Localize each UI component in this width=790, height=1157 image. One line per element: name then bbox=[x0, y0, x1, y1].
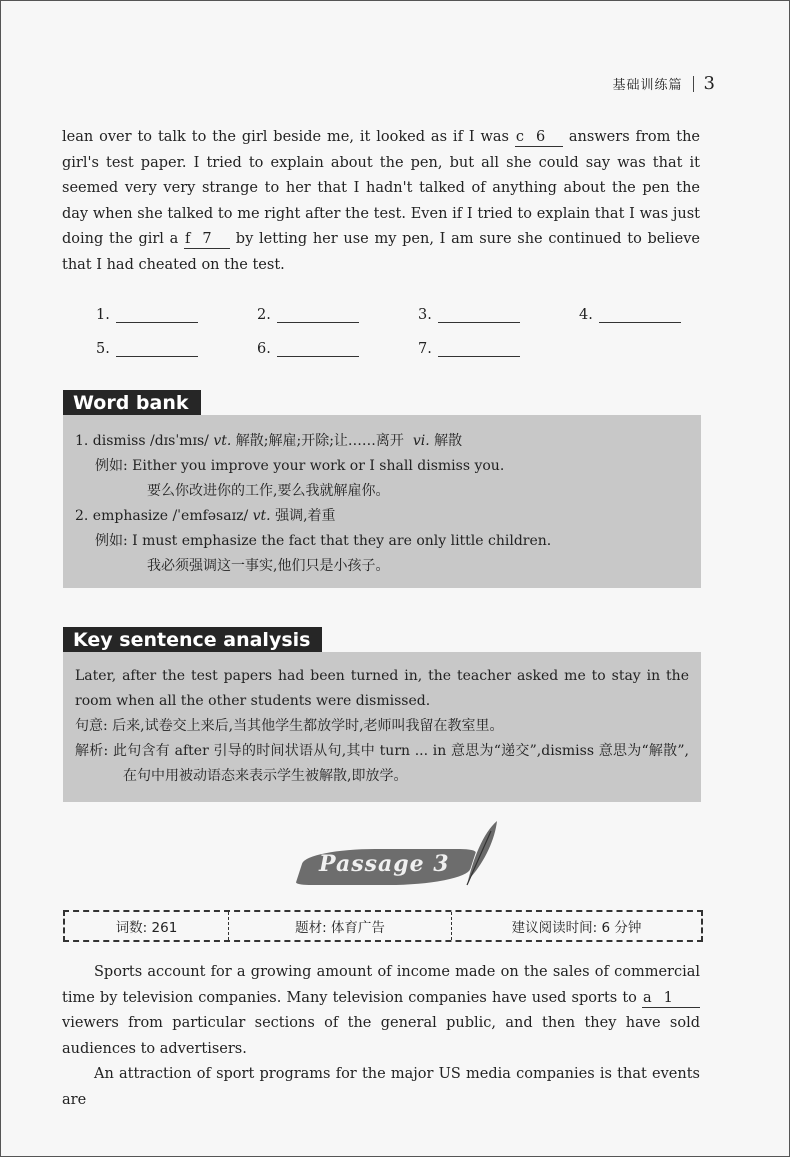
key-sentence-meaning bbox=[75, 714, 689, 739]
answer-label: 4. bbox=[579, 307, 593, 323]
passage-info-bar bbox=[63, 910, 703, 942]
example-label: 例如: bbox=[95, 458, 128, 474]
blank-6-number: 6 bbox=[536, 129, 546, 145]
answer-line[interactable] bbox=[438, 308, 520, 323]
key-sentence-box bbox=[63, 652, 701, 802]
answer-1[interactable] bbox=[96, 303, 257, 323]
word-meaning: 强调,着重 bbox=[275, 508, 336, 524]
meaning-label: 句意: bbox=[75, 718, 108, 734]
passage-banner bbox=[301, 821, 501, 896]
page-number: 3 bbox=[703, 73, 715, 94]
passage3-text-b: viewers from particular sections of the general public, and then they have sold audiences to advertisers. bbox=[62, 1015, 700, 1057]
topic: 题材: 体育广告 bbox=[229, 912, 452, 940]
word-entry-emphasize bbox=[75, 504, 689, 529]
answer-3[interactable] bbox=[418, 303, 579, 323]
passage-title: Passage 3 bbox=[319, 851, 450, 877]
answer-line[interactable] bbox=[277, 342, 359, 357]
passage3-paragraph-1 bbox=[62, 960, 700, 1062]
word-bank-box bbox=[63, 415, 701, 588]
analysis-text: 此句含有 after 引导的时间状语从句,其中 turn ... in 意思为“递交”,dismiss 意思为“解散”,在句中用被动语态来表示学生被解散,即放学。 bbox=[112, 743, 689, 784]
blank-1-letter: a bbox=[643, 989, 652, 1006]
answer-6[interactable] bbox=[257, 337, 418, 357]
blank-1-number: 1 bbox=[663, 989, 673, 1006]
blank-7[interactable] bbox=[184, 230, 230, 249]
answer-line[interactable] bbox=[277, 308, 359, 323]
key-sentence-text: Later, after the test papers had been turned in, the teacher asked me to stay in the room when all the other students were dismissed. bbox=[75, 668, 689, 709]
header-divider bbox=[693, 76, 694, 92]
passage3-text-p2: An attraction of sport programs for the major US media companies is that events are bbox=[62, 1066, 700, 1108]
example-label: 例如: bbox=[95, 533, 128, 549]
example-en: Either you improve your work or I shall dismiss you. bbox=[132, 458, 505, 474]
analysis-label: 解析: bbox=[75, 743, 109, 759]
passage3-paragraph-2 bbox=[62, 1062, 700, 1113]
answer-2[interactable] bbox=[257, 303, 418, 323]
passage2-text-b: answers from the girl's test paper. I tried to explain about the pen, but all she could say was that it seemed very very strange to her that I hadn't talked of anything about the pen the day when she talked to me right after the test. Even if I tried to explain that I was just doing the girl a bbox=[62, 129, 700, 247]
reading-time: 建议阅读时间: 6 分钟 bbox=[511, 920, 642, 936]
word-example bbox=[75, 454, 689, 479]
answer-5[interactable] bbox=[96, 337, 257, 357]
feather-icon bbox=[461, 819, 501, 889]
key-sentence-analysis bbox=[75, 739, 689, 789]
section-title: 基础训练篇 bbox=[612, 78, 683, 93]
example-en: I must emphasize the fact that they are only little children. bbox=[132, 533, 552, 549]
blank-6[interactable] bbox=[515, 128, 563, 147]
word-count: 词数: 261 bbox=[65, 912, 229, 940]
key-sentence-tag: Key sentence analysis bbox=[63, 627, 322, 654]
passage2-text-c: by letting her use my pen, I am sure she continued to believe that I had cheated on the test. bbox=[62, 231, 701, 273]
word-head: 2. emphasize /ˈemfəsaɪz/ bbox=[75, 508, 249, 524]
answer-4[interactable] bbox=[579, 303, 740, 323]
word-pos: vt. bbox=[252, 508, 271, 524]
word-entry-dismiss bbox=[75, 429, 689, 454]
answer-label: 5. bbox=[96, 341, 110, 357]
blank-6-letter: c bbox=[515, 129, 525, 145]
passage2-paragraph bbox=[62, 125, 700, 278]
word-meaning: 解散;解雇;开除;让……离开 bbox=[235, 433, 404, 449]
answer-line[interactable] bbox=[116, 308, 198, 323]
page-header bbox=[613, 73, 715, 94]
answer-line[interactable] bbox=[438, 342, 520, 357]
word-pos: vi. bbox=[412, 433, 430, 449]
answer-label: 3. bbox=[418, 307, 432, 323]
passage2-text-a: lean over to talk to the girl beside me, it looked as if I was bbox=[62, 129, 509, 145]
word-example-zh: 要么你改进你的工作,要么我就解雇你。 bbox=[147, 483, 390, 499]
word-bank-tag: Word bank bbox=[63, 390, 201, 417]
word-example-zh: 我必须强调这一事实,他们只是小孩子。 bbox=[147, 558, 390, 574]
answer-grid bbox=[96, 303, 706, 357]
answer-7[interactable] bbox=[418, 337, 579, 357]
answer-label: 1. bbox=[96, 307, 110, 323]
passage3-text-a: Sports account for a growing amount of income made on the sales of commercial time by television companies. Many television companies have used sports to bbox=[62, 964, 700, 1006]
word-example bbox=[75, 529, 689, 554]
word-head: 1. dismiss /dɪsˈmɪs/ bbox=[75, 433, 209, 449]
blank-7-number: 7 bbox=[202, 231, 212, 247]
answer-label: 7. bbox=[418, 341, 432, 357]
answer-line[interactable] bbox=[116, 342, 198, 357]
word-meaning: 解散 bbox=[434, 433, 463, 449]
answer-label: 6. bbox=[257, 341, 271, 357]
word-pos: vt. bbox=[213, 433, 232, 449]
blank-7-letter: f bbox=[185, 231, 191, 247]
answer-label: 2. bbox=[257, 307, 271, 323]
meaning-text: 后来,试卷交上来后,当其他学生都放学时,老师叫我留在教室里。 bbox=[112, 718, 504, 734]
blank-1[interactable] bbox=[642, 989, 700, 1008]
answer-line[interactable] bbox=[599, 308, 681, 323]
